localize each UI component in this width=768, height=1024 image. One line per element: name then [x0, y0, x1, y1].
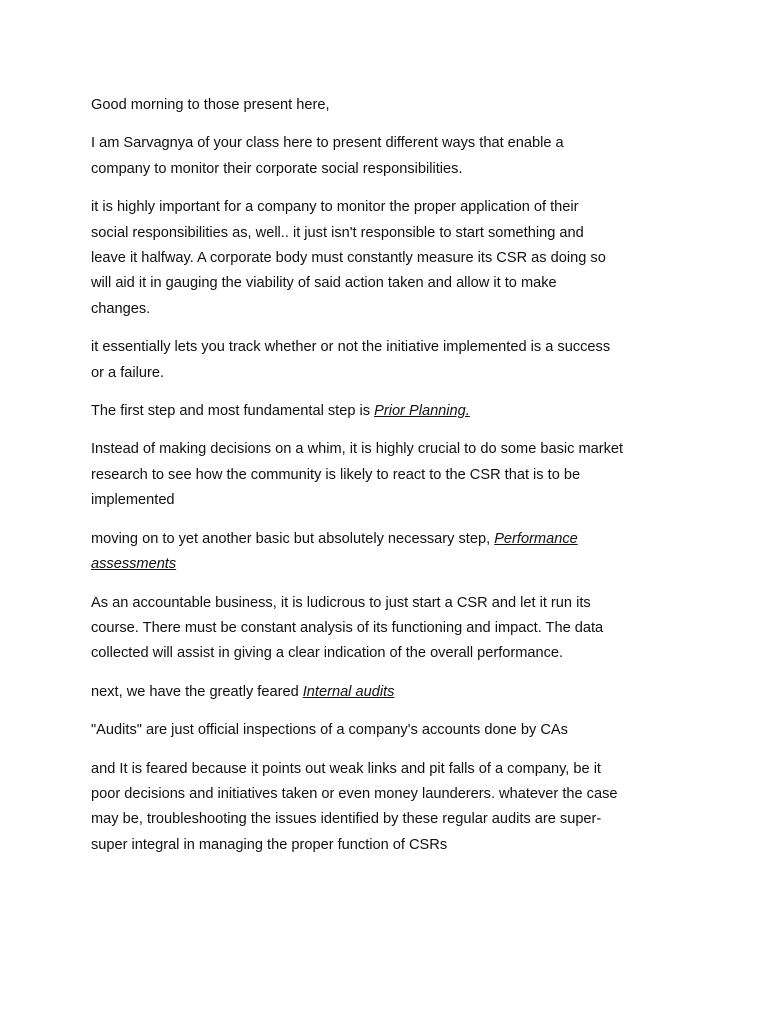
- paragraph: [91, 591, 681, 667]
- text-run: it essentially lets you track whether or not the initiative implemented is a success: [91, 339, 611, 356]
- text-line: [91, 93, 681, 118]
- text-line: [91, 488, 681, 513]
- text-line: [91, 833, 681, 858]
- paragraph: [91, 437, 681, 513]
- text-run: changes.: [91, 300, 151, 317]
- emphasized-heading: Prior Planning.: [374, 403, 470, 420]
- text-run: may be, troubleshooting the issues identified by these regular audits are super-: [91, 811, 602, 828]
- text-run: next, we have the greatly feared: [91, 683, 303, 700]
- document-body: [91, 93, 681, 871]
- emphasized-heading: Performance: [494, 530, 578, 547]
- text-run: Instead of making decisions on a whim, it is highly crucial to do some basic market: [91, 441, 624, 458]
- paragraph: [91, 680, 681, 705]
- paragraph: [91, 131, 681, 182]
- text-line: [91, 616, 681, 641]
- text-line: [91, 463, 681, 488]
- text-run: implemented: [91, 492, 175, 509]
- emphasized-heading: assessments: [91, 556, 177, 573]
- text-run: course. There must be constant analysis of its functioning and impact. The data: [91, 619, 604, 636]
- text-line: [91, 157, 681, 182]
- text-line: [91, 641, 681, 666]
- emphasized-heading: Internal audits: [302, 683, 395, 700]
- text-line: [91, 399, 681, 424]
- text-run: moving on to yet another basic but absolutely necessary step,: [91, 530, 495, 547]
- text-run: poor decisions and initiatives taken or even money launderers. whatever the case: [91, 785, 618, 802]
- text-run: I am Sarvagnya of your class here to present different ways that enable a: [91, 135, 564, 152]
- paragraph: [91, 527, 681, 578]
- text-run: super integral in managing the proper function of CSRs: [91, 836, 448, 853]
- paragraph: [91, 718, 681, 743]
- text-line: [91, 527, 681, 552]
- text-line: [91, 718, 681, 743]
- text-run: will aid it in gauging the viability of said action taken and allow it to make: [91, 275, 557, 292]
- text-line: [91, 195, 681, 220]
- text-line: [91, 782, 681, 807]
- text-run: "Audits" are just official inspections of a company's accounts done by CAs: [91, 722, 568, 739]
- text-line: [91, 131, 681, 156]
- text-run: The first step and most fundamental step is: [91, 403, 375, 420]
- paragraph: [91, 93, 681, 118]
- text-run: and It is feared because it points out weak links and pit falls of a company, be it: [91, 760, 601, 777]
- text-line: [91, 807, 681, 832]
- text-run: research to see how the community is likely to react to the CSR that is to be: [91, 466, 581, 483]
- text-run: or a failure.: [91, 364, 165, 381]
- text-run: social responsibilities as, well.. it just isn't responsible to start something and: [91, 224, 584, 241]
- text-run: Good morning to those present here,: [91, 97, 330, 113]
- text-line: [91, 297, 681, 322]
- paragraph: [91, 399, 681, 424]
- text-line: [91, 361, 681, 386]
- text-run: leave it halfway. A corporate body must constantly measure its CSR as doing so: [91, 250, 606, 267]
- text-line: [91, 271, 681, 296]
- text-run: collected will assist in giving a clear indication of the overall performance.: [91, 645, 564, 662]
- text-line: [91, 437, 681, 462]
- text-run: As an accountable business, it is ludicrous to just start a CSR and let it run its: [91, 594, 591, 611]
- paragraph: [91, 335, 681, 386]
- text-line: [91, 680, 681, 705]
- text-line: [91, 552, 681, 577]
- paragraph: [91, 757, 681, 859]
- text-line: [91, 246, 681, 271]
- text-line: [91, 335, 681, 360]
- text-line: [91, 221, 681, 246]
- text-line: [91, 757, 681, 782]
- text-run: it is highly important for a company to monitor the proper application of their: [91, 199, 579, 216]
- text-run: company to monitor their corporate social responsibilities.: [91, 160, 463, 177]
- text-line: [91, 591, 681, 616]
- paragraph: [91, 195, 681, 322]
